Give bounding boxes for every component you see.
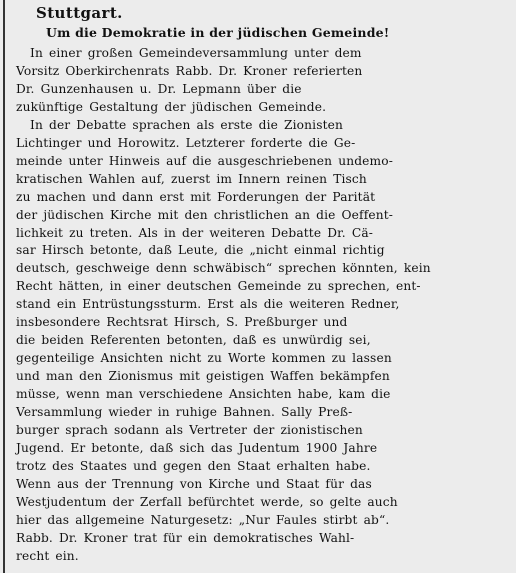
article-line: kratischen Wahlen auf, zuerst im Innern reinen Tisch (16, 171, 367, 186)
article-line: und man den Zionismus mit geistigen Waffen bekämpfen (16, 369, 390, 384)
article-line: stand ein Entrüstungssturm. Erst als die weiteren Redner, (16, 297, 400, 312)
article-line: Jugend. Er betonte, daß sich das Judentum 1900 Jahre (16, 440, 378, 455)
article-line: Lichtinger und Horowitz. Letzterer forderte die Ge- (16, 135, 356, 150)
article-line: Rabb. Dr. Kroner trat für ein demokratisches Wahl- (16, 530, 355, 545)
article-line: burger sprach sodann als Vertreter der zionistischen (16, 423, 363, 438)
article-line: Westjudentum der Zerfall befürchtet werde, so gelte auch (16, 494, 398, 509)
article-line: müsse, wenn man verschiedene Ansichten habe, kam die (16, 387, 391, 402)
article-line: Vorsitz Oberkirchenrats Rabb. Dr. Kroner referierten (16, 63, 363, 78)
article-line: recht ein. (16, 548, 79, 563)
article-line: meinde unter Hinweis auf die ausgeschriebenen undemo- (16, 153, 393, 168)
article-line: gegenteilige Ansichten nicht zu Worte kommen zu lassen (16, 351, 392, 366)
article-line: der jüdischen Kirche mit den christlichen an die Oeffent- (16, 207, 394, 222)
article-line: insbesondere Rechtsrat Hirsch, S. Preßburger und (16, 315, 348, 330)
article-line: Versammlung wieder in ruhige Bahnen. Sally Preß- (16, 405, 353, 420)
article-line: zu machen und dann erst mit Forderungen der Parität (16, 189, 376, 204)
article-line: trotz des Staates und gegen den Staat erhalten habe. (16, 458, 371, 473)
article-line: Recht hätten, in einer deutschen Gemeinde zu sprechen, ent- (16, 279, 421, 294)
article-line: zukünftige Gestaltung der jüdischen Gemeinde. (16, 99, 327, 114)
article-line: lichkeit zu treten. Als in der weiteren Debatte Dr. Cä- (16, 225, 374, 240)
article-line: deutsch, geschweige denn schwäbisch“ sprechen könnten, kein (16, 261, 431, 276)
column-rule (3, 0, 5, 573)
article-line: sar Hirsch betonte, daß Leute, die „nicht einmal richtig (16, 243, 385, 258)
article-title: Um die Demokratie in der jüdischen Gemeinde! (46, 25, 390, 40)
section-heading: Stuttgart. (36, 4, 123, 22)
article-line: In einer großen Gemeindeversammlung unter dem (30, 46, 362, 60)
article-line: Dr. Gunzenhausen u. Dr. Lepmann über die (16, 81, 302, 96)
article-line: Wenn aus der Trennung von Kirche und Staat für das (16, 476, 372, 491)
article-line: In der Debatte sprachen als erste die Zionisten (30, 117, 344, 132)
article-body (16, 45, 508, 566)
article-line: hier das allgemeine Naturgesetz: „Nur Faules stirbt ab“. (16, 512, 390, 527)
article-line: die beiden Referenten betonten, daß es unwürdig sei, (16, 333, 371, 348)
